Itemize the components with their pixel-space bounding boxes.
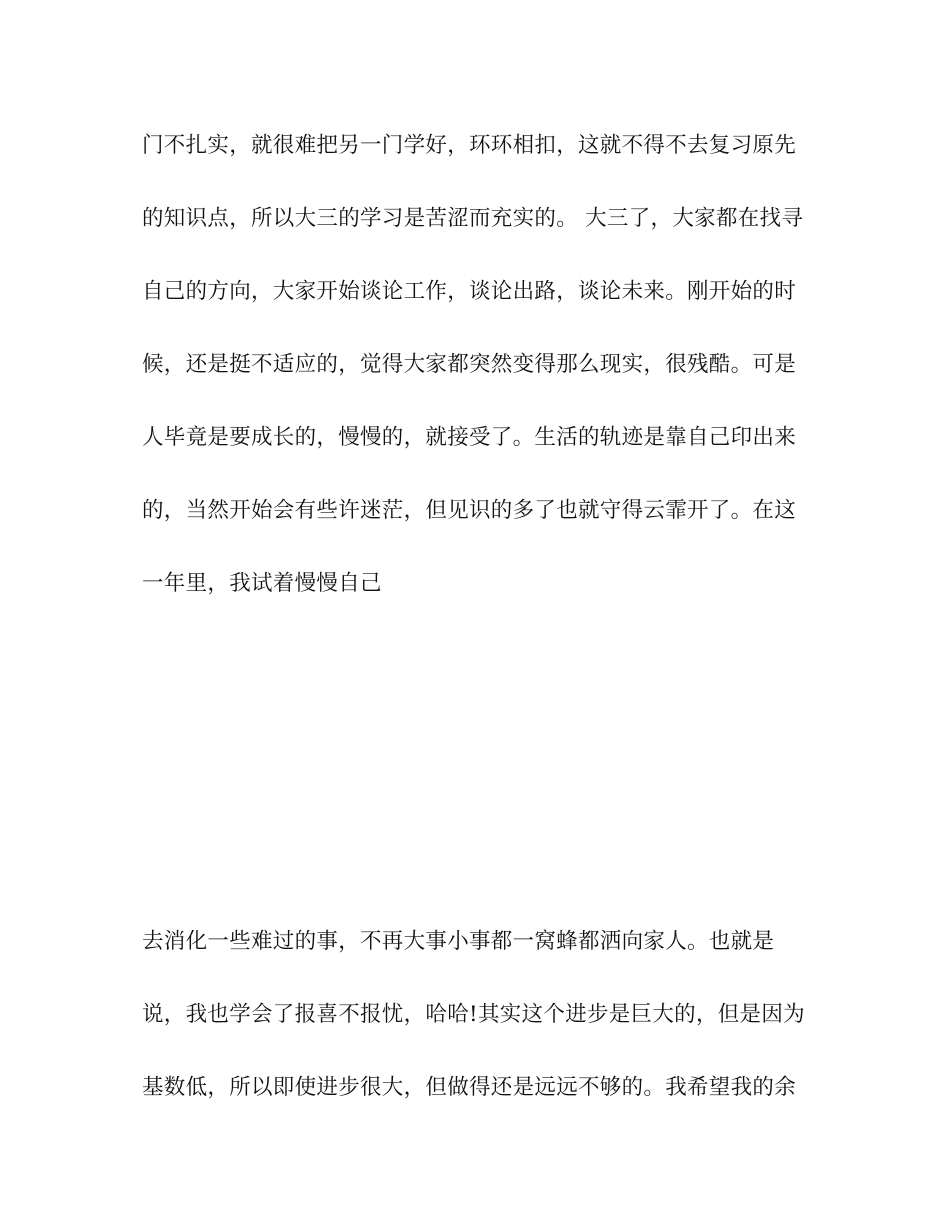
text-line: 人毕竟是要成长的，慢慢的，就接受了。生活的轨迹是靠自己印出来 [142,425,797,450]
text-line: 基数低，所以即使进步很大，但做得还是远远不够的。我希望我的余 [142,1075,797,1100]
paragraph-bottom [142,922,812,1141]
text-line: 自己的方向，大家开始谈论工作，谈论出路，谈论未来。刚开始的时 [142,279,797,304]
text-line: 一年里，我试着慢慢自己 [142,571,382,596]
text-line: 候，还是挺不适应的，觉得大家都突然变得那么现实，很残酷。可是 [142,352,797,377]
text-line: 的知识点，所以大三的学习是苦涩而充实的。 大三了，大家都在找寻 [142,206,804,231]
text-line: 去消化一些难过的事，不再大事小事都一窝蜂都洒向家人。也就是 [142,929,775,954]
text-line: 门不扎实，就很难把另一门学好，环环相扣，这就不得不去复习原先 [142,133,797,158]
text-line: 的，当然开始会有些许迷茫，但见识的多了也就守得云霏开了。在这 [142,498,797,523]
paragraph-top [142,126,812,637]
text-line: 说，我也学会了报喜不报忧，哈哈!其实这个进步是巨大的，但是因为 [142,1002,805,1027]
